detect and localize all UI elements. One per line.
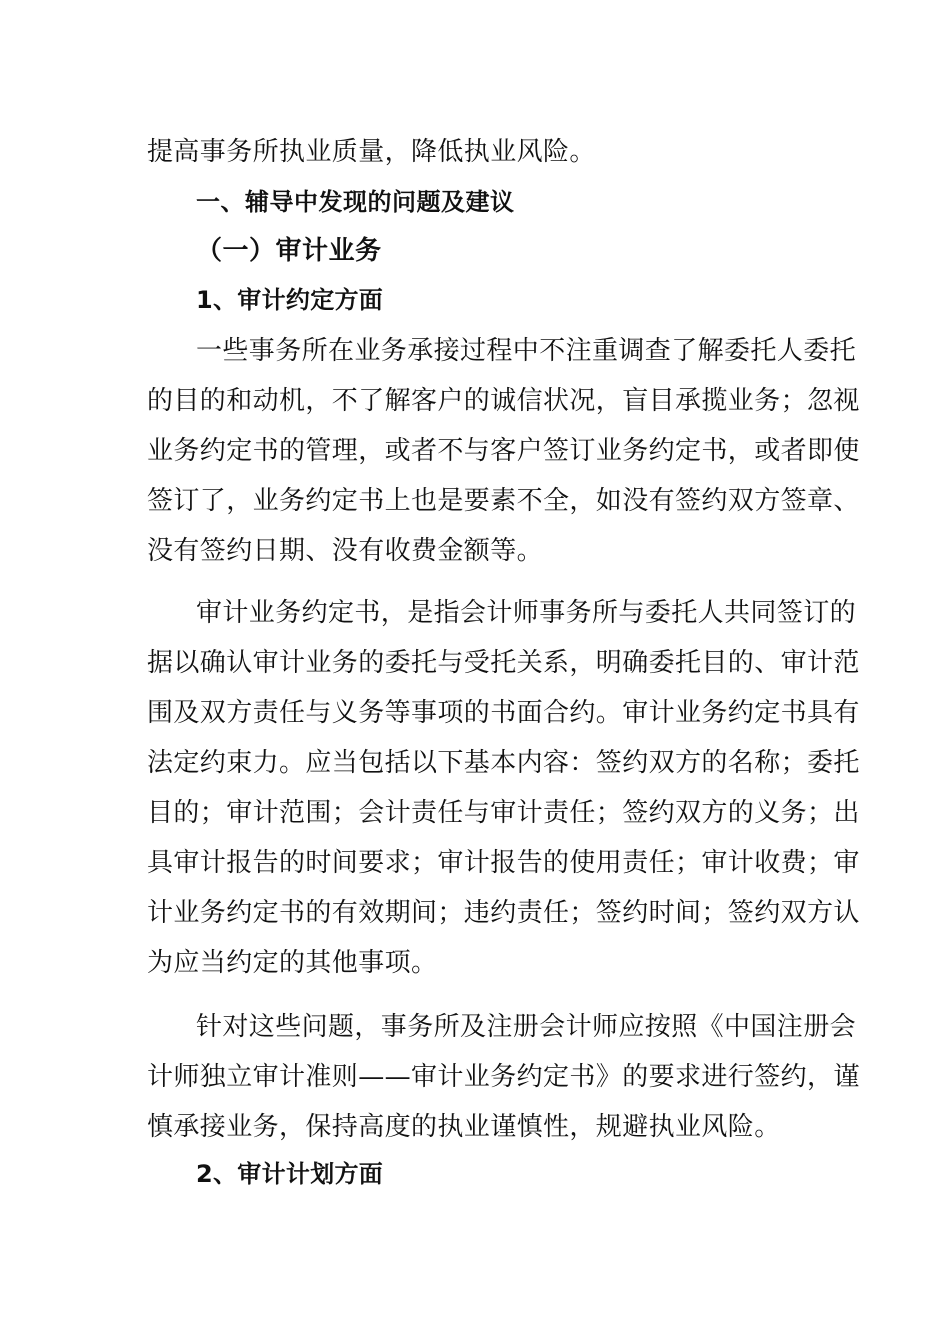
paragraph2-line: 目的；审计范围；会计责任与审计责任；签约双方的义务；出: [147, 798, 860, 828]
paragraph2-line: 具审计报告的时间要求；审计报告的使用责任；审计收费；审: [147, 848, 860, 878]
paragraph2-line: 计业务约定书的有效期间；违约责任；签约时间；签约双方认: [147, 898, 860, 928]
item1-heading: 1、审计约定方面: [196, 286, 384, 314]
paragraph3-line: 针对这些问题，事务所及注册会计师应按照《中国注册会: [196, 1012, 857, 1042]
paragraph1-line: 一些事务所在业务承接过程中不注重调查了解委托人委托: [196, 336, 857, 366]
paragraph2-line: 围及双方责任与义务等事项的书面合约。审计业务约定书具有: [147, 698, 860, 728]
paragraph2-line: 据以确认审计业务的委托与受托关系，明确委托目的、审计范: [147, 648, 860, 678]
item2-heading: 2、审计计划方面: [196, 1160, 384, 1188]
paragraph2-line: 为应当约定的其他事项。: [147, 948, 438, 978]
paragraph3-line: 慎承接业务，保持高度的执业谨慎性，规避执业风险。: [147, 1112, 781, 1142]
intro-line: 提高事务所执业质量，降低执业风险。: [147, 137, 596, 167]
paragraph2-line: 法定约束力。应当包括以下基本内容：签约双方的名称；委托: [147, 748, 860, 778]
paragraph1-line: 的目的和动机，不了解客户的诚信状况，盲目承揽业务；忽视: [147, 386, 860, 416]
paragraph1-line: 业务约定书的管理，或者不与客户签订业务约定书，或者即使: [147, 436, 860, 466]
subsection-heading: （一）审计业务: [196, 236, 382, 266]
paragraph1-line: 签订了，业务约定书上也是要素不全，如没有签约双方签章、: [147, 486, 860, 516]
section-heading: 一、辅导中发现的问题及建议: [196, 188, 515, 216]
paragraph3-line: 计师独立审计准则——审计业务约定书》的要求进行签约，谨: [147, 1062, 860, 1092]
paragraph1-line: 没有签约日期、没有收费金额等。: [147, 536, 544, 566]
paragraph2-line: 审计业务约定书，是指会计师事务所与委托人共同签订的: [196, 598, 857, 628]
